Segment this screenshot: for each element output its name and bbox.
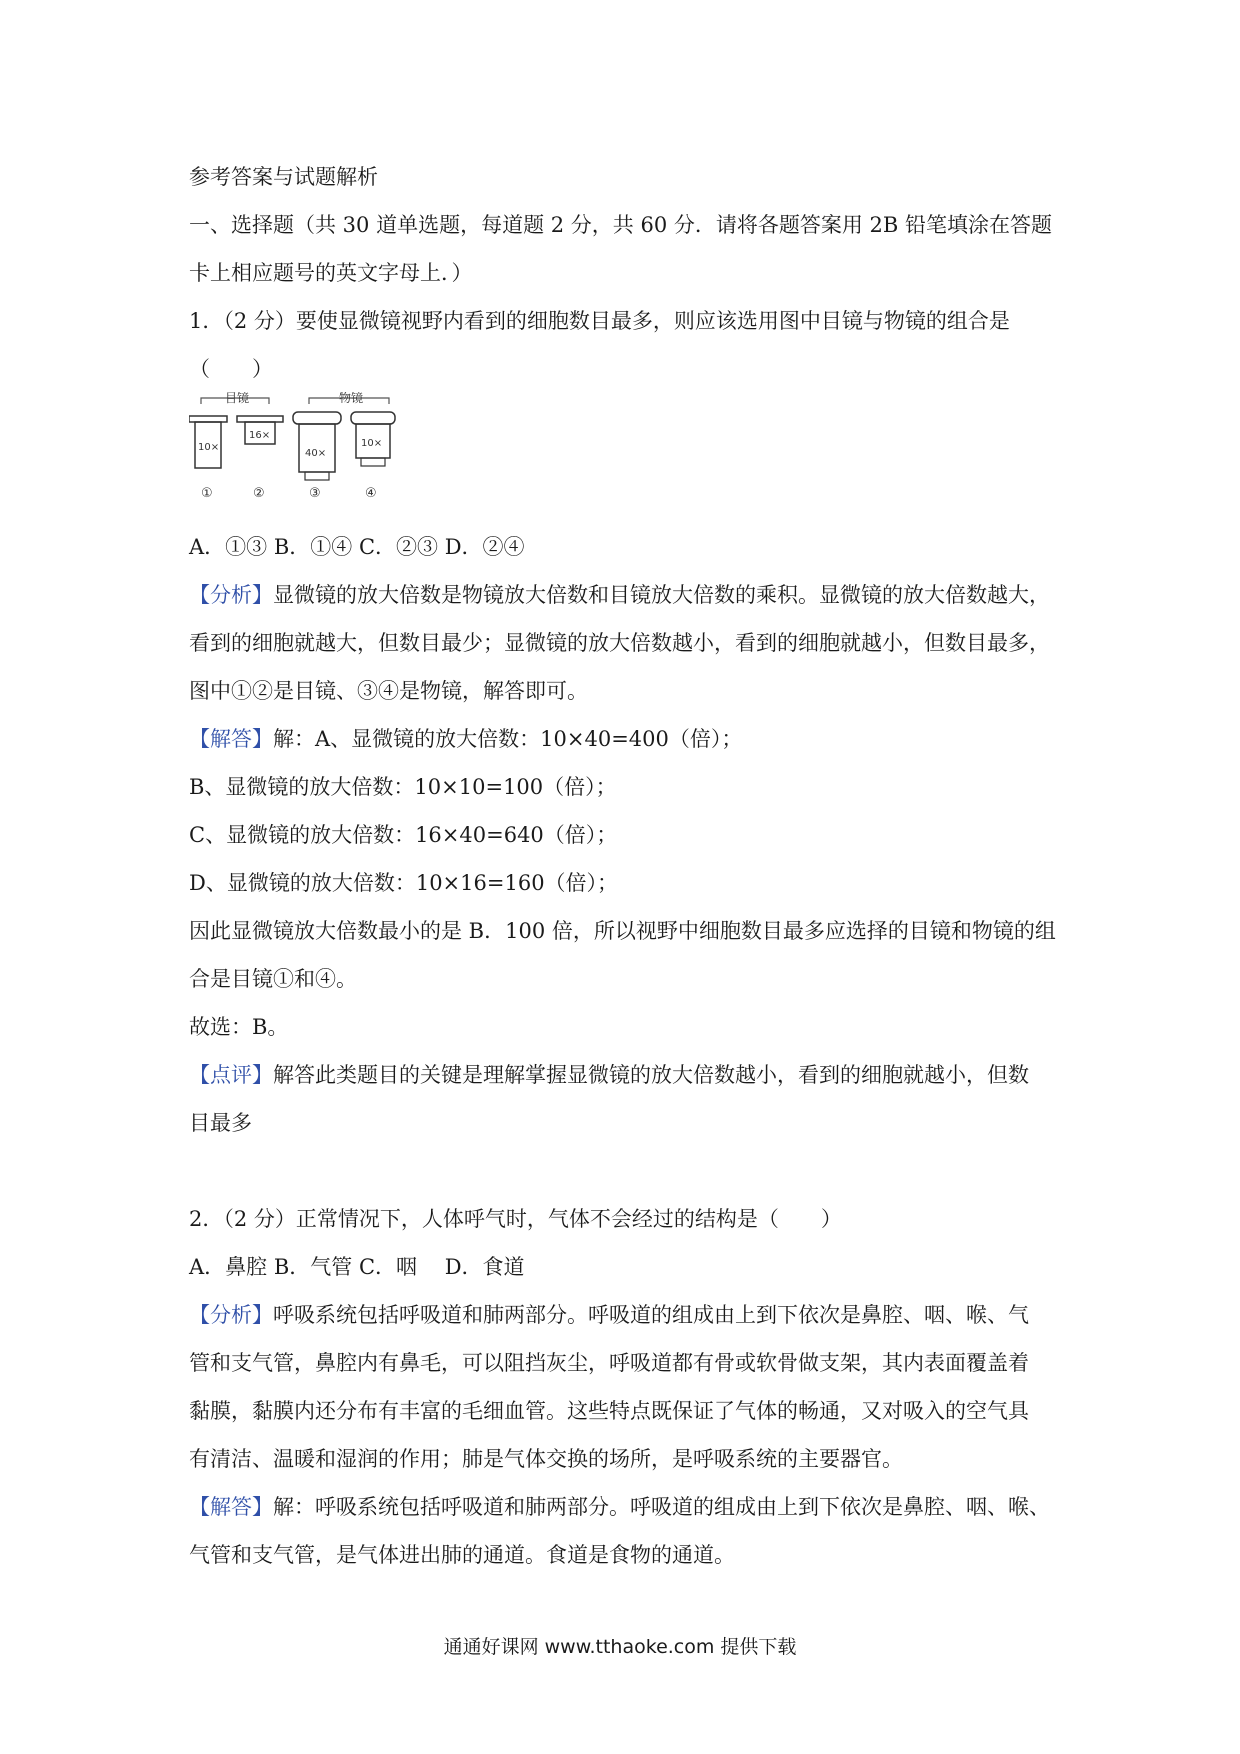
microscope-lens-figure: [189, 392, 439, 512]
q2-analysis-tag: 【分析】: [189, 1303, 273, 1327]
page-footer: 通通好课网 www.tthaoke.com 提供下载: [443, 1636, 797, 1658]
eyepiece-label: 目镜: [225, 392, 250, 405]
q2-answer-line-2: 气管和支气管，是气体进出肺的通道。食道是食物的通道。: [189, 1543, 735, 1567]
q1-analysis-line-3: 图中①②是目镜、③④是物镜，解答即可。: [189, 679, 588, 703]
q1-answer-text-1: 解：A、显微镜的放大倍数：10×40=400（倍）；: [273, 727, 743, 751]
lens-4-number: ④: [365, 486, 377, 501]
q1-answer-line-4: D、显微镜的放大倍数：10×16=160（倍）；: [189, 871, 619, 895]
q1-stem-line-1: 1．（2 分）要使显微镜视野内看到的细胞数目最多，则应该选用图中目镜与物镜的组合是: [189, 309, 1010, 333]
lens-3-magnification: 40×: [305, 448, 327, 459]
q2-analysis-text-1: 呼吸系统包括呼吸道和肺两部分。呼吸道的组成由上到下依次是鼻腔、咽、喉、气: [273, 1303, 1029, 1327]
q1-answer-line-5: 因此显微镜放大倍数最小的是 B．100 倍，所以视野中细胞数目最多应选择的目镜和物镜的组: [189, 919, 1056, 943]
q1-comment-line-1: [189, 1060, 1029, 1090]
section-instructions-line-1: 一、选择题（共 30 道单选题，每道题 2 分，共 60 分．请将各题答案用 2B 铅笔填涂在答题: [189, 213, 1052, 237]
lens-1-magnification: 10×: [198, 442, 220, 453]
q1-analysis-line-1: [189, 580, 1050, 610]
q2-analysis-line-3: 黏膜，黏膜内还分布有丰富的毛细血管。这些特点既保证了气体的畅通，又对吸入的空气具: [189, 1399, 1029, 1423]
q2-answer-tag: 【解答】: [189, 1495, 273, 1519]
objective-label: 物镜: [339, 392, 364, 405]
q1-analysis-line-2: 看到的细胞就越大，但数目最少；显微镜的放大倍数越小，看到的细胞就越小，但数目最多，: [189, 631, 1050, 655]
lens-1-number: ①: [201, 486, 213, 501]
q1-answer-line-7: 故选：B。: [189, 1015, 289, 1039]
q2-answer-line-1: [189, 1492, 1050, 1522]
lens-3-number: ③: [309, 486, 321, 501]
q1-answer-line-1: [189, 724, 742, 754]
q1-options: A．①③ B．①④ C．②③ D．②④: [189, 535, 525, 559]
lens-2-number: ②: [253, 486, 265, 501]
q1-comment-text-1: 解答此类题目的关键是理解掌握显微镜的放大倍数越小，看到的细胞就越小，但数: [273, 1063, 1029, 1087]
objective-lens-3: [293, 412, 341, 501]
q2-options: A．鼻腔 B．气管 C．咽 D．食道: [189, 1255, 525, 1279]
q1-analysis-text-1: 显微镜的放大倍数是物镜放大倍数和目镜放大倍数的乘积。显微镜的放大倍数越大，: [273, 583, 1050, 607]
q1-answer-line-3: C、显微镜的放大倍数：16×40=640（倍）；: [189, 823, 618, 847]
q2-analysis-line-4: 有清洁、温暖和湿润的作用；肺是气体交换的场所，是呼吸系统的主要器官。: [189, 1447, 903, 1471]
q1-answer-line-2: B、显微镜的放大倍数：10×10=100（倍）；: [189, 775, 617, 799]
q1-analysis-tag: 【分析】: [189, 583, 273, 607]
q1-answer-line-6: 合是目镜①和④。: [189, 967, 357, 991]
answer-heading: 参考答案与试题解析: [189, 165, 378, 189]
eyepiece-lens-2: [237, 416, 283, 501]
objective-lens-4: [351, 412, 395, 501]
q2-stem: 2．（2 分）正常情况下，人体呼气时，气体不会经过的结构是（ ）: [189, 1207, 842, 1231]
q2-answer-text-1: 解：呼吸系统包括呼吸道和肺两部分。呼吸道的组成由上到下依次是鼻腔、咽、喉、: [273, 1495, 1050, 1519]
q2-analysis-line-2: 管和支气管，鼻腔内有鼻毛，可以阻挡灰尘，呼吸道都有骨或软骨做支架，其内表面覆盖着: [189, 1351, 1029, 1375]
eyepiece-lens-1: [189, 416, 227, 501]
section-instructions-line-2: 卡上相应题号的英文字母上．）: [189, 261, 473, 285]
q1-comment-line-2: 目最多: [189, 1111, 252, 1135]
q1-comment-tag: 【点评】: [189, 1063, 273, 1087]
lens-4-magnification: 10×: [361, 438, 383, 449]
q2-analysis-line-1: [189, 1300, 1029, 1330]
lens-2-magnification: 16×: [249, 430, 271, 441]
q1-answer-tag: 【解答】: [189, 727, 273, 751]
q1-stem-line-2: （ ）: [189, 357, 273, 381]
